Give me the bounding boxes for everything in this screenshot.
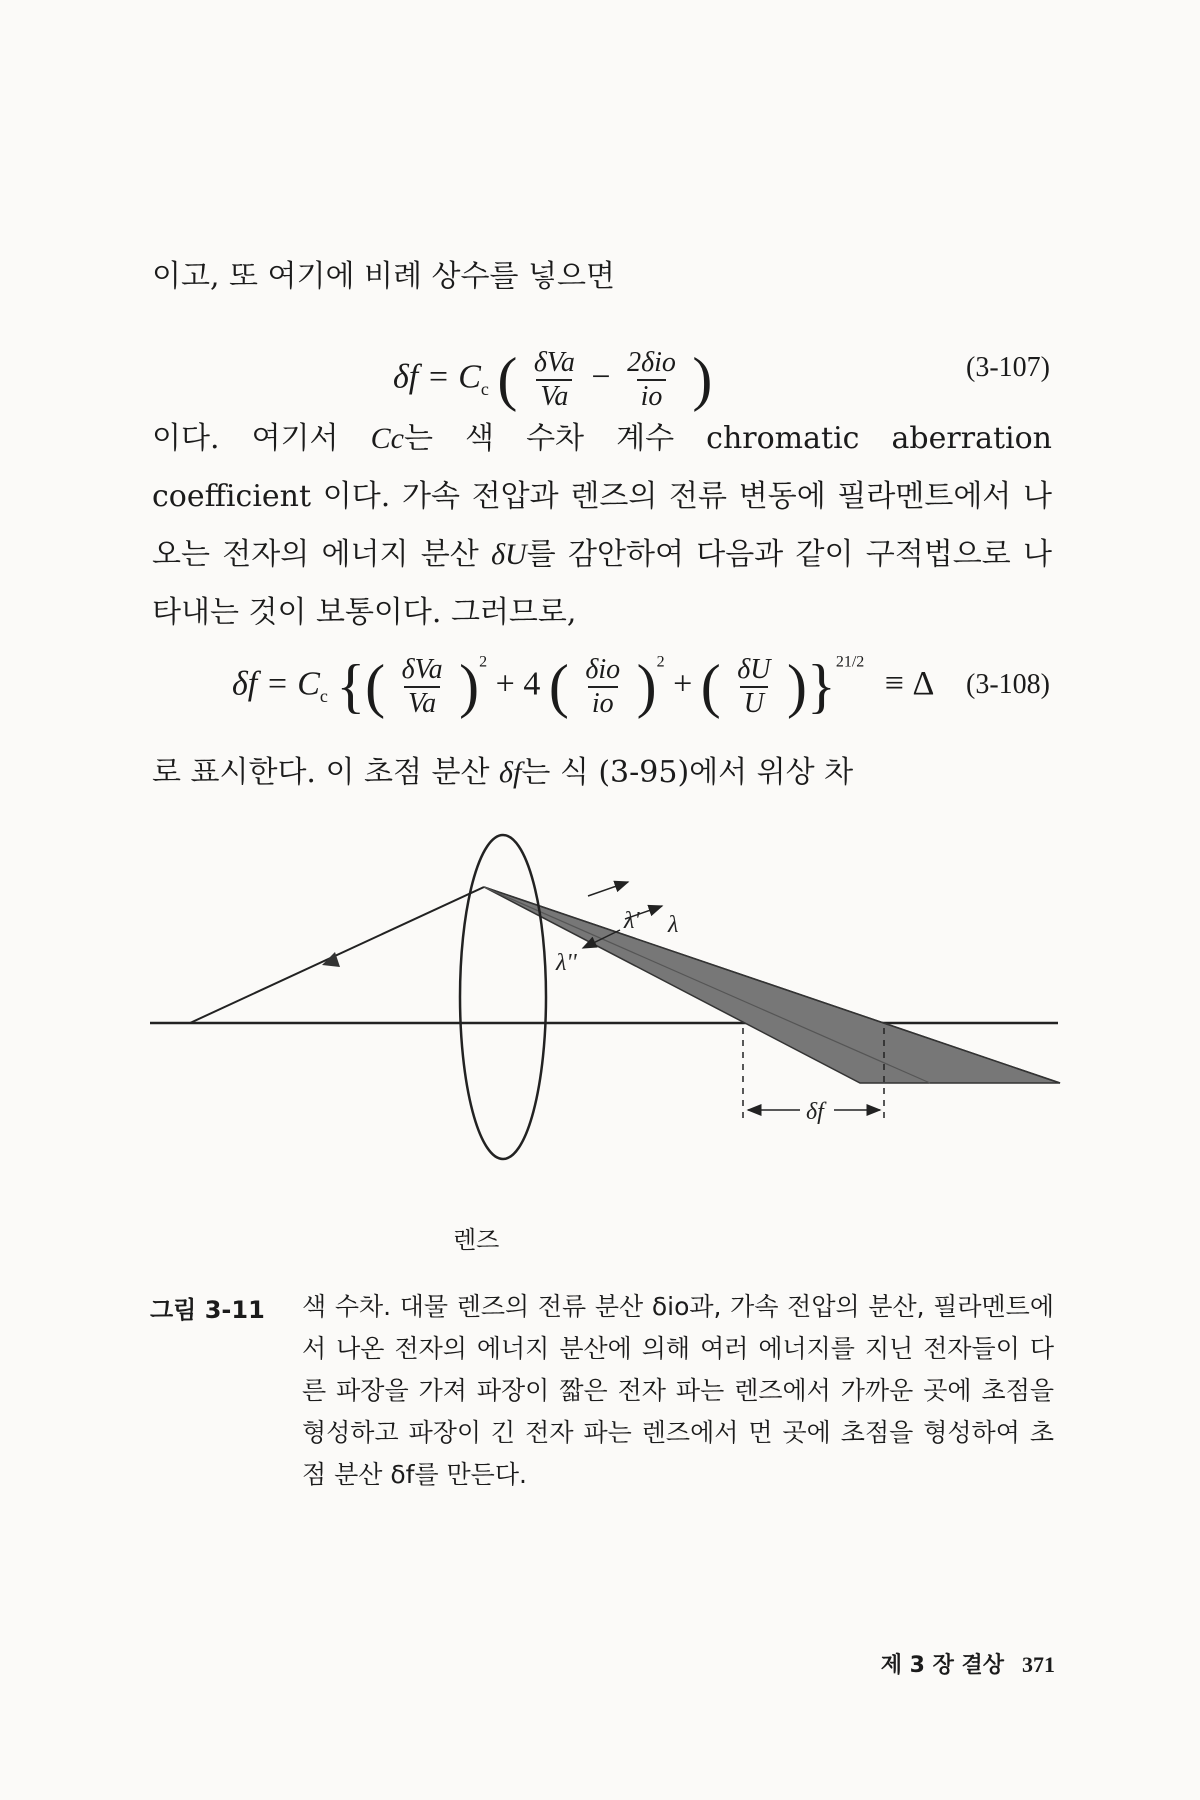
p2-text-b: 는 색 수차 계수 chromatic aberration coefficient 이다. 가속 전압과 렌즈의 전류 변동에 필라멘트에서 나오는 전자의 에너지 분산 (152, 421, 1052, 572)
equation-number-3-108: (3-108) (966, 669, 1050, 700)
eq1-frac-1-num: δVa (533, 346, 575, 378)
eq2-frac-1-den: Va (404, 686, 440, 720)
p3-df: δf (499, 756, 522, 789)
lambda-dprime-label: λ'' (556, 950, 577, 976)
eq1-minus: − (591, 358, 611, 396)
eq2-lhs: δf = C (232, 665, 320, 703)
delta-f-label: δf (806, 1099, 824, 1125)
eq2-paren-2-left: ( (548, 653, 569, 719)
eq2-frac-2 (581, 654, 624, 720)
lambda-prime-arrow-icon (588, 882, 628, 896)
ray-long (484, 887, 1060, 1083)
lambda-label: λ (668, 912, 679, 938)
eq2-frac-2-den: io (588, 686, 618, 720)
lens-label: 렌즈 (453, 1226, 500, 1254)
eq2-paren-2-right: ) (636, 653, 657, 719)
equation-3-107 (393, 345, 712, 414)
eq2-frac-1-num: δVa (401, 653, 443, 685)
eq2-brace-right: )} (787, 653, 836, 719)
p2-cc: Cc (370, 422, 404, 455)
eq2-sq-1: 2 (479, 653, 488, 671)
eq1-frac-1 (530, 347, 579, 413)
paragraph-intro-text: 이고, 또 여기에 비례 상수를 넣으면 (152, 259, 615, 294)
eq2-frac-2-num: δio (585, 653, 621, 685)
eq2-plus-four: + 4 (495, 665, 541, 703)
paragraph-focus (152, 744, 1052, 802)
page-footer (881, 1648, 1055, 1679)
paragraph-intro (152, 248, 1052, 306)
equation-3-108 (232, 652, 934, 721)
page-number: 371 (1022, 1652, 1055, 1677)
equation-number-3-107: (3-107) (966, 352, 1050, 383)
eq1-sub: c (480, 379, 489, 400)
figure-caption-text: 색 수차. 대물 렌즈의 전류 분산 δio과, 가속 전압의 분산, 필라멘트에서 나온 전자의 에너지 분산에 의해 여러 에너지를 지닌 전자들이 다른 파장을 가져 파장이 짧은 전자 파는 렌즈에서 가까운 곳에 초점을 형성하고 파장이 긴 전자 파는 렌즈에서 먼 곳에 초점을 형성하여 초점 분산 δf를 만든다. (302, 1292, 1054, 1489)
paragraph-chromatic (152, 410, 1052, 642)
eq2-paren-3-left: ( (700, 653, 721, 719)
chromatic-aberration-diagram (0, 820, 1200, 1230)
eq2-sq-3: 2 (835, 653, 844, 671)
eq2-brace-left: {( (336, 653, 386, 719)
eq2-paren-1-right: ) (459, 653, 480, 719)
eq1-paren-left: ( (497, 346, 518, 412)
p3-text-b: 는 식 (3-95)에서 위상 차 (521, 755, 854, 790)
eq2-sq-2: 2 (656, 653, 665, 671)
eq1-frac-2-num: 2δio (627, 346, 676, 378)
p2-text-a: 이다. 여기서 (152, 421, 371, 456)
eq2-equiv: ≡ Δ (884, 665, 935, 703)
lambda-prime-label: λ' (624, 908, 640, 934)
p2-text-c: 를 감안하여 다음과 같이 구적법으로 나타내는 것이 보통이다. 그러므로, (152, 537, 1052, 630)
ray-mid (484, 887, 930, 1083)
eq1-frac-2-den: io (637, 379, 667, 413)
eq2-half-power: 1/2 (843, 653, 865, 671)
p3-text-a: 로 표시한다. 이 초점 분산 (152, 755, 500, 790)
figure-caption-label: 그림 3-11 (150, 1296, 265, 1324)
eq2-sub: c (319, 686, 328, 707)
chapter-title: 제 3 장 결상 (880, 1653, 1004, 1678)
eq1-lhs: δf = C (393, 358, 481, 396)
eq1-paren-right: ) (692, 346, 713, 412)
eq2-frac-3 (733, 654, 774, 720)
eq1-frac-1-den: Va (536, 379, 572, 413)
p2-du: δU (491, 538, 527, 571)
incident-ray (190, 887, 484, 1023)
eq1-frac-2 (623, 347, 680, 413)
eq2-plus: + (673, 665, 693, 703)
eq2-frac-3-num: δU (737, 653, 771, 685)
eq2-frac-3-den: U (740, 686, 768, 720)
lens-ellipse (460, 835, 546, 1159)
eq2-frac-1 (398, 654, 447, 720)
